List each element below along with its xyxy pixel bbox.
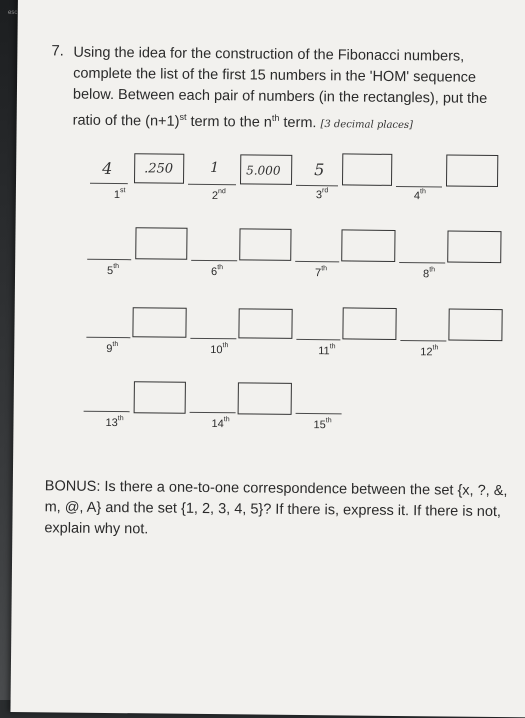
term-15-line <box>296 413 342 415</box>
ordinal-7: 7th <box>315 265 328 280</box>
ratio-box-11-12[interactable] <box>342 307 396 340</box>
term-13-line <box>84 411 130 413</box>
ratio-box-14-15[interactable] <box>238 382 292 415</box>
term-8-line <box>399 262 445 264</box>
ratio-box-9-10[interactable] <box>132 307 186 338</box>
ordinal-12: 12th <box>420 344 439 359</box>
question-main-text: Using the idea for the construction of the Fibonacci numbers, complete the list of the first 15 numbers in the 'HOM' sequence below. Between each pair of numbers (in the rectangles), put the ratio of the $(n+1)^{st}$ term to the $n^{th}$ term. <box>72 44 488 131</box>
term-1-value: 4 <box>102 158 113 178</box>
ordinal-5: 5th <box>107 263 120 278</box>
question-number: 7. <box>51 42 64 60</box>
question-text <box>73 43 514 137</box>
ordinal-15: 15th <box>313 417 332 432</box>
ordinal-4: 4th <box>413 188 426 203</box>
ratio-box-4-5[interactable] <box>446 154 498 187</box>
term-2-value: 1 <box>210 160 220 177</box>
term-14-line <box>190 412 236 414</box>
ratio-box-7-8[interactable] <box>341 229 395 262</box>
ordinal-3: 3rd <box>315 187 329 202</box>
term-10-line <box>190 338 236 340</box>
term-11-line <box>296 339 340 341</box>
term-1-line <box>90 183 128 185</box>
ordinal-9: 9th <box>106 341 119 356</box>
esc-key-label: esc <box>8 10 18 16</box>
term-6-line <box>191 260 237 262</box>
ordinal-13: 13th <box>105 415 124 430</box>
term-3-value: 5 <box>314 160 325 180</box>
ordinal-6: 6th <box>211 264 224 279</box>
ratio-box-12-13[interactable] <box>448 309 502 342</box>
term-2-line <box>188 184 236 186</box>
ordinal-2: 2nd <box>211 188 226 203</box>
worksheet-page <box>10 0 525 718</box>
term-7-line <box>295 261 339 263</box>
ordinal-14: 14th <box>211 416 230 431</box>
term-12-line <box>400 340 446 342</box>
term-9-line <box>86 337 130 339</box>
ratio-box-10-11[interactable] <box>238 308 292 339</box>
ordinal-10: 10th <box>210 342 229 357</box>
ordinal-8: 8th <box>423 266 436 281</box>
ratio-box-6-7[interactable] <box>239 228 291 261</box>
ratio-box-5-6[interactable] <box>135 227 187 260</box>
bonus-question: BONUS: Is there a one-to-one correspondence between the set {x, ?, &, m, @, A} and the set {1, 2, 3, 4, 5}? If there is, express it. If there is not, explain why not. <box>44 478 508 538</box>
ratio-box-13-14[interactable] <box>134 381 186 414</box>
ordinal-11: 11th <box>318 343 336 358</box>
term-5-line <box>87 259 131 261</box>
ratio-box-3-4[interactable] <box>342 153 392 186</box>
ratio-2-value: 5.000 <box>246 163 281 178</box>
ratio-box-8-9[interactable] <box>447 231 501 264</box>
ratio-1-value: .250 <box>144 161 174 177</box>
handwritten-note: [3 decimal places] <box>320 119 414 131</box>
ordinal-1: 1st <box>113 187 126 202</box>
term-3-line <box>296 185 338 187</box>
